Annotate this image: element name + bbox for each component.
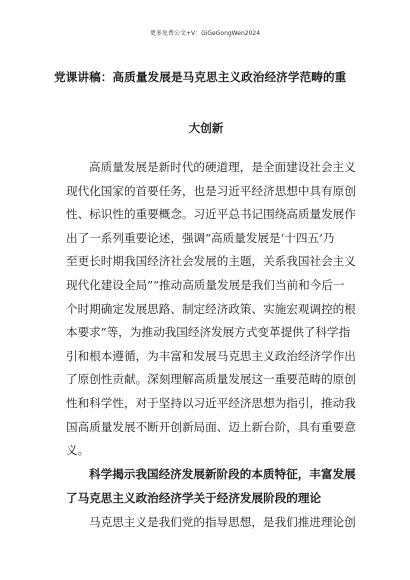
title-line-1: 党课讲稿：高质量发展是马克思主义政治经济学范畴的重 (54, 70, 347, 84)
title-line-2: 大创新 (188, 121, 224, 135)
paragraph-3 (66, 511, 358, 535)
paragraph-line: 出了一系列重要论述，强调“高质量发展是‘十四五’乃 (66, 230, 335, 245)
paragraph-1 (66, 156, 358, 463)
paragraph-line: 马克思主义是我们党的指导思想，是我们推进理论创 (89, 515, 356, 529)
paragraph-line: 个时期确定发展思路、制定经济政策、实施宏观调控的根 (66, 301, 356, 316)
paragraph-line: 义。 (66, 443, 90, 458)
paragraph-line: 现代化国家的首要任务，也是习近平经济思想中具有原创 (66, 183, 356, 198)
paragraph-line: 本要求”等，为推动我国经济发展方式变革提供了科学指 (66, 325, 351, 340)
section-heading-2 (66, 463, 358, 510)
heading-line: 科学揭示我国经济发展新阶段的本质特征，丰富发展 (89, 467, 356, 481)
paragraph-line: 至更长时期我国经济社会发展的主题，关系我国社会主义 (66, 254, 356, 269)
paragraph-line: 国高质量发展不断开创新局面、迈上新台阶，具有重要意 (66, 419, 356, 434)
paragraph-line: 性和科学性，对于坚持以习近平经济思想为指引，推动我 (66, 395, 356, 410)
heading-line: 了马克思主义政治经济学关于经济发展阶段的理论 (66, 490, 322, 505)
paragraph-line: 引和根本遵循，为丰富和发展马克思主义政治经济学作出 (66, 348, 356, 363)
paragraph-line: 了原创性贡献。深刻理解高质量发展这一重要范畴的原创 (66, 372, 356, 387)
header-note: 更多免费公文+V：GiGeGongWen2024 (149, 30, 261, 37)
paragraph-line: 性、标识性的重要概念。习近平总书记围绕高质量发展作 (66, 207, 356, 222)
paragraph-line: 现代化建设全局”“推动高质量发展是我们当前和今后一 (66, 277, 345, 292)
paragraph-line: 高质量发展是新时代的硬道理，是全面建设社会主义 (89, 160, 356, 174)
